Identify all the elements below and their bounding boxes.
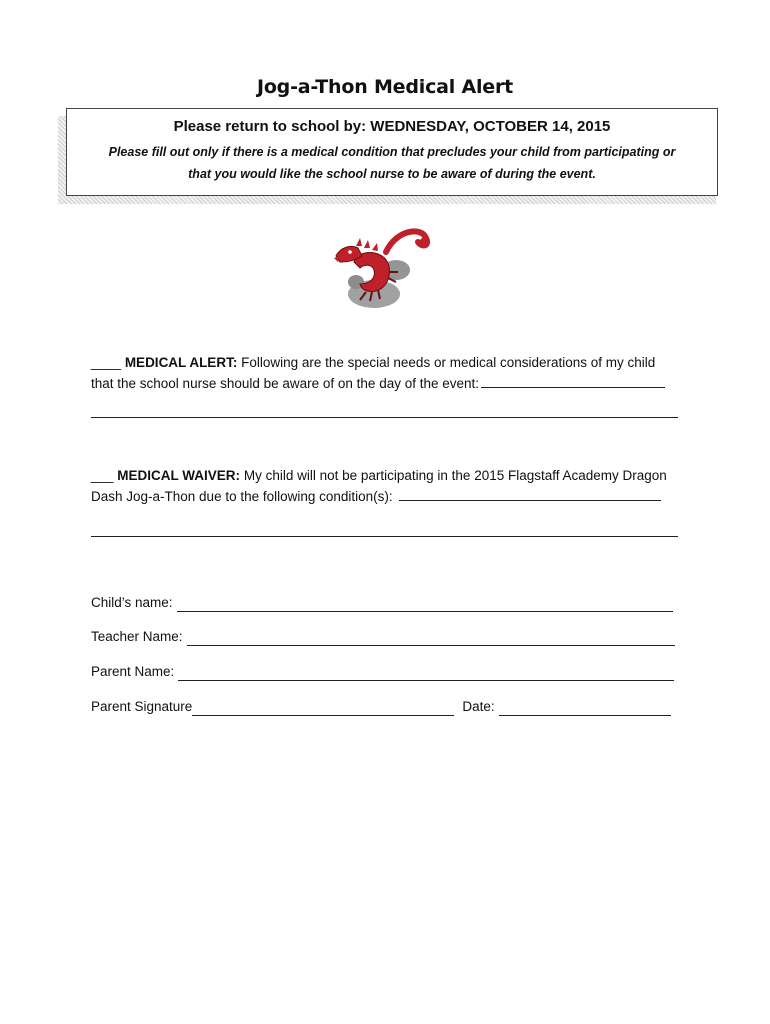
child-name-label: Child’s name: xyxy=(91,595,173,610)
medical-waiver-checkbox-blank[interactable]: ___ xyxy=(91,468,114,483)
teacher-name-input[interactable] xyxy=(187,631,675,646)
parent-signature-field xyxy=(91,698,671,716)
medical-alert-extra-line[interactable] xyxy=(91,417,678,418)
medical-waiver-text-1: My child will not be participating in the 2015 Flagstaff Academy Dragon xyxy=(243,468,667,483)
medical-alert-text-2: that the school nurse should be aware of on the day of the event: xyxy=(91,376,480,391)
notice-box xyxy=(66,108,718,196)
medical-alert-section xyxy=(91,352,681,394)
medical-waiver-label: MEDICAL WAIVER: xyxy=(117,468,241,483)
date-input[interactable] xyxy=(499,701,671,716)
instructions xyxy=(85,141,699,185)
child-name-field xyxy=(91,594,673,612)
parent-name-field xyxy=(91,663,674,681)
page-title: Jog-a-Thon Medical Alert xyxy=(256,76,514,98)
medical-alert-text-1: Following are the special needs or medical considerations of my child xyxy=(241,355,656,370)
parent-name-label: Parent Name: xyxy=(91,664,175,679)
return-date-line: Please return to school by: WEDNESDAY, OCTOBER 14, 2015 xyxy=(173,118,611,135)
medical-waiver-text-2: Dash Jog-a-Thon due to the following condition(s): xyxy=(91,489,393,504)
parent-signature-input[interactable] xyxy=(192,701,454,716)
medical-waiver-extra-line[interactable] xyxy=(91,536,678,537)
teacher-name-label: Teacher Name: xyxy=(91,629,183,644)
parent-name-input[interactable] xyxy=(178,666,674,681)
instruction-line-1: Please fill out only if there is a medical condition that precludes your child from participating or xyxy=(108,145,676,159)
child-name-input[interactable] xyxy=(177,597,673,612)
medical-alert-label: MEDICAL ALERT: xyxy=(124,355,238,370)
dragon-mascot-icon xyxy=(326,222,436,318)
medical-waiver-input-line[interactable] xyxy=(399,488,661,501)
medical-waiver-section xyxy=(91,465,681,507)
instruction-line-2: that you would like the school nurse to be aware of during the event. xyxy=(188,167,596,181)
medical-alert-checkbox-blank[interactable]: ____ xyxy=(91,355,122,370)
parent-signature-label: Parent Signature xyxy=(91,699,193,714)
medical-alert-input-line[interactable] xyxy=(481,375,665,388)
date-label: Date: xyxy=(462,699,495,714)
teacher-name-field xyxy=(91,628,675,646)
